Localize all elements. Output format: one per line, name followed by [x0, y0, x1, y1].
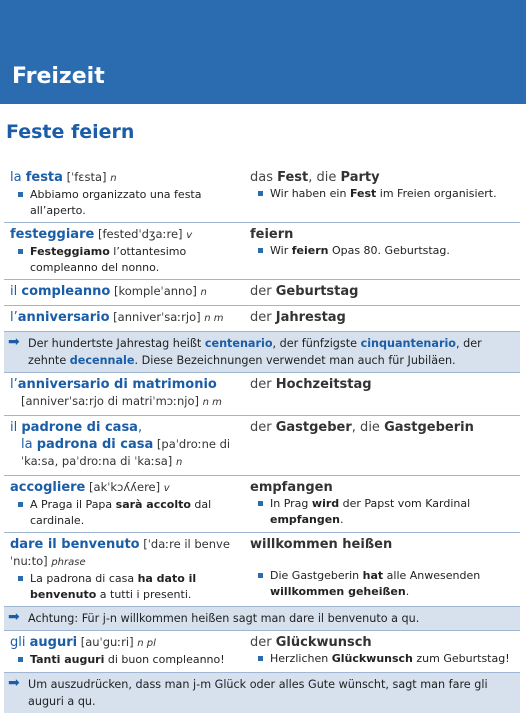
- headword: [10, 283, 245, 301]
- chapter-title: Freizeit: [12, 64, 105, 89]
- example-text: alle Anwesenden: [383, 569, 481, 582]
- german-cell: [245, 309, 520, 327]
- square-bullet-icon: [18, 657, 23, 662]
- table-row: [4, 631, 520, 673]
- keyword: anniversario di matrimonio: [17, 377, 217, 392]
- note-text: , der zehnte: [28, 337, 482, 367]
- table-row: [4, 416, 520, 476]
- example-sentence: [10, 244, 245, 275]
- german-cell: [245, 226, 520, 275]
- info-note: [4, 673, 520, 713]
- note-text: . Diese Bezeichnungen verwendet man auch für Jubiläen.: [134, 354, 456, 367]
- article: gli: [10, 635, 30, 650]
- separator: , die: [308, 170, 341, 185]
- article: der: [250, 635, 276, 650]
- square-bullet-icon: [258, 573, 263, 578]
- keyword: dare il benvenuto: [10, 537, 140, 552]
- example-text: Die Gastgeberin: [270, 569, 363, 582]
- italian-cell: [4, 226, 245, 275]
- example-sentence: [250, 568, 520, 599]
- note-keyword: cinquantenario: [360, 337, 456, 350]
- example-sentence: [250, 651, 520, 667]
- translation: [250, 634, 520, 651]
- pronunciation: [anniverˈsaːrjo di matriˈmɔːnjo]: [21, 394, 203, 408]
- grammar-tag: v: [186, 230, 193, 241]
- example-text: .: [405, 584, 410, 598]
- separator: ,: [137, 420, 143, 435]
- example-highlight: sarà accolto: [115, 498, 191, 511]
- keyword: festeggiare: [10, 227, 95, 242]
- table-row: [4, 166, 520, 223]
- italian-cell: [4, 283, 245, 301]
- keyword: empfangen: [250, 480, 333, 495]
- pronunciation: [akˈkɔʎʎere]: [85, 480, 164, 494]
- italian-cell: [4, 634, 245, 668]
- headword: [10, 169, 245, 187]
- square-bullet-icon: [18, 249, 23, 254]
- pronunciation: [ˈfɛsta]: [62, 170, 111, 184]
- example-text: l’ottantesimo compleanno del nonno.: [30, 245, 187, 274]
- example-sentence: [10, 571, 245, 602]
- headword: [10, 634, 245, 652]
- keyword: accogliere: [10, 480, 86, 495]
- pronunciation: [auˈguːri]: [77, 635, 138, 649]
- keyword: willkommen heißen: [250, 537, 393, 552]
- keyword: padrona di casa: [36, 437, 154, 452]
- keyword: Hochzeitstag: [275, 377, 372, 392]
- german-cell: [245, 283, 520, 301]
- translation: [250, 309, 520, 326]
- grammar-tag: n m: [204, 313, 224, 324]
- italian-cell: [4, 479, 245, 528]
- german-cell: [245, 634, 520, 668]
- keyword: Gastgeberin: [384, 420, 474, 435]
- italian-cell: [4, 309, 245, 327]
- example-sentence: [10, 652, 245, 668]
- keyword: feiern: [250, 227, 294, 242]
- table-row: [4, 223, 520, 280]
- article: la: [10, 170, 26, 185]
- headword: [10, 536, 245, 571]
- vocabulary-table: [4, 166, 520, 713]
- example-highlight: Festeggiamo: [30, 245, 110, 258]
- square-bullet-icon: [18, 576, 23, 581]
- example-highlight: empfangen: [270, 512, 341, 526]
- example-sentence: [10, 187, 245, 218]
- example-text: La padrona di casa: [30, 572, 138, 585]
- german-cell: [245, 376, 520, 411]
- square-bullet-icon: [258, 191, 263, 196]
- table-row: [4, 476, 520, 533]
- grammar-tag: n pl: [137, 638, 156, 649]
- example-text: di buon compleanno!: [104, 653, 225, 666]
- translation: [250, 226, 520, 243]
- note-keyword: centenario: [204, 337, 273, 350]
- note-text: Um auszudrücken, dass man j-m Glück oder alles Gute wünscht, sagt man fare gli auguri a qu.: [28, 677, 488, 708]
- headword: [10, 226, 245, 244]
- example-text: a tutti i presenti.: [96, 587, 192, 601]
- square-bullet-icon: [258, 501, 263, 506]
- translation: [250, 283, 520, 300]
- example-text: Abbiamo organizzato una festa all’aperto.: [30, 188, 202, 217]
- example-sentence: [250, 186, 520, 202]
- article: l’: [10, 377, 18, 392]
- article: der: [250, 284, 276, 299]
- headword: [10, 376, 245, 393]
- keyword: auguri: [29, 635, 78, 650]
- translation: [250, 536, 520, 553]
- keyword: Party: [340, 170, 380, 185]
- article: der: [250, 310, 276, 325]
- arrow-right-icon: ➡: [8, 609, 20, 625]
- square-bullet-icon: [258, 656, 263, 661]
- example-sentence: [250, 243, 520, 259]
- translation: [250, 376, 520, 393]
- example-text: zum Geburtstag!: [412, 652, 510, 665]
- grammar-tag: n: [200, 287, 207, 298]
- italian-cell: [4, 169, 245, 218]
- keyword: Glückwunsch: [275, 635, 372, 650]
- info-note: [4, 607, 520, 631]
- german-cell: [245, 479, 520, 528]
- example-highlight: hat: [362, 569, 384, 582]
- translation: [250, 479, 520, 496]
- article: der: [250, 377, 276, 392]
- keyword: compleanno: [21, 284, 111, 299]
- example-text: Opas 80. Geburtstag.: [328, 244, 450, 257]
- example-text: Wir: [270, 244, 292, 257]
- example-text: der Papst vom Kardinal: [339, 497, 471, 510]
- german-cell: [245, 536, 520, 602]
- example-text: A Praga il Papa: [30, 498, 116, 511]
- example-text: dal cardinale.: [30, 498, 212, 527]
- example-text: In Prag: [270, 497, 312, 510]
- note-text: Der hundertste Jahrestag heißt: [28, 337, 205, 350]
- example-highlight: willkommen geheißen: [270, 584, 406, 598]
- note-text: Achtung: Für j-n willkommen heißen sagt man dare il benvenuto a qu.: [28, 612, 420, 625]
- section-title: Feste feiern: [6, 121, 135, 143]
- pronunciation: [ˈdaːre il benveˈnuːto]: [10, 537, 230, 568]
- article: la: [21, 437, 37, 452]
- table-row: [4, 306, 520, 332]
- keyword: Gastgeber: [275, 420, 352, 435]
- grammar-tag: v: [163, 483, 170, 494]
- italian-cell: [4, 536, 245, 602]
- table-row: [4, 533, 520, 607]
- example-highlight: Glückwunsch: [331, 652, 413, 665]
- headword: [10, 309, 245, 327]
- example-highlight: wird: [311, 497, 340, 510]
- keyword: Geburtstag: [275, 284, 359, 299]
- pronunciation: [kompleˈanno]: [110, 284, 201, 298]
- keyword: festa: [25, 170, 63, 185]
- headword: [10, 479, 245, 497]
- keyword: anniversario: [17, 310, 110, 325]
- grammar-tag: n: [110, 173, 117, 184]
- table-row: [4, 373, 520, 416]
- italian-cell: [4, 376, 245, 411]
- example-text: Wir haben ein: [270, 187, 350, 200]
- keyword: padrone di casa: [21, 420, 138, 435]
- example-sentence: [250, 496, 520, 527]
- note-keyword: decennale: [69, 354, 135, 367]
- article: il: [10, 284, 22, 299]
- article: l’: [10, 310, 18, 325]
- german-cell: [245, 169, 520, 218]
- example-text: .: [340, 512, 344, 526]
- square-bullet-icon: [18, 502, 23, 507]
- pronunciation: [paˈdroːne di ˈkaːsa, paˈdroːna di ˈkaːsa]: [21, 437, 231, 468]
- separator: , die: [351, 420, 385, 435]
- example-highlight: feiern: [291, 244, 329, 257]
- note-text: , der fünfzigste: [272, 337, 361, 350]
- example-text: im Freien organisiert.: [376, 187, 497, 200]
- headword: [10, 419, 245, 436]
- article: das: [250, 170, 278, 185]
- arrow-right-icon: ➡: [8, 674, 20, 691]
- article: il: [10, 420, 22, 435]
- headword-continued: [10, 393, 245, 411]
- square-bullet-icon: [18, 192, 23, 197]
- example-highlight: Fest: [349, 187, 377, 200]
- grammar-tag: n: [175, 457, 183, 468]
- keyword: Jahrestag: [275, 310, 346, 325]
- translation: [250, 169, 520, 186]
- grammar-tag: n m: [202, 397, 222, 408]
- example-text: Herzlichen: [270, 652, 332, 665]
- arrow-right-icon: ➡: [8, 334, 20, 350]
- italian-cell: [4, 419, 245, 471]
- example-highlight: Tanti auguri: [30, 653, 105, 666]
- example-highlight: ha dato il benvenuto: [30, 572, 197, 601]
- grammar-tag: phrase: [51, 557, 86, 568]
- table-row: [4, 280, 520, 306]
- example-sentence: [10, 497, 245, 528]
- translation: [250, 419, 520, 436]
- square-bullet-icon: [258, 248, 263, 253]
- keyword: Fest: [277, 170, 309, 185]
- chapter-header: [0, 0, 526, 104]
- headword-continued: [10, 436, 245, 471]
- info-note: [4, 332, 520, 373]
- article: der: [250, 420, 276, 435]
- german-cell: [245, 419, 520, 471]
- pronunciation: [anniverˈsaːrjo]: [109, 310, 205, 324]
- pronunciation: [festedˈdʒaːre]: [94, 227, 187, 241]
